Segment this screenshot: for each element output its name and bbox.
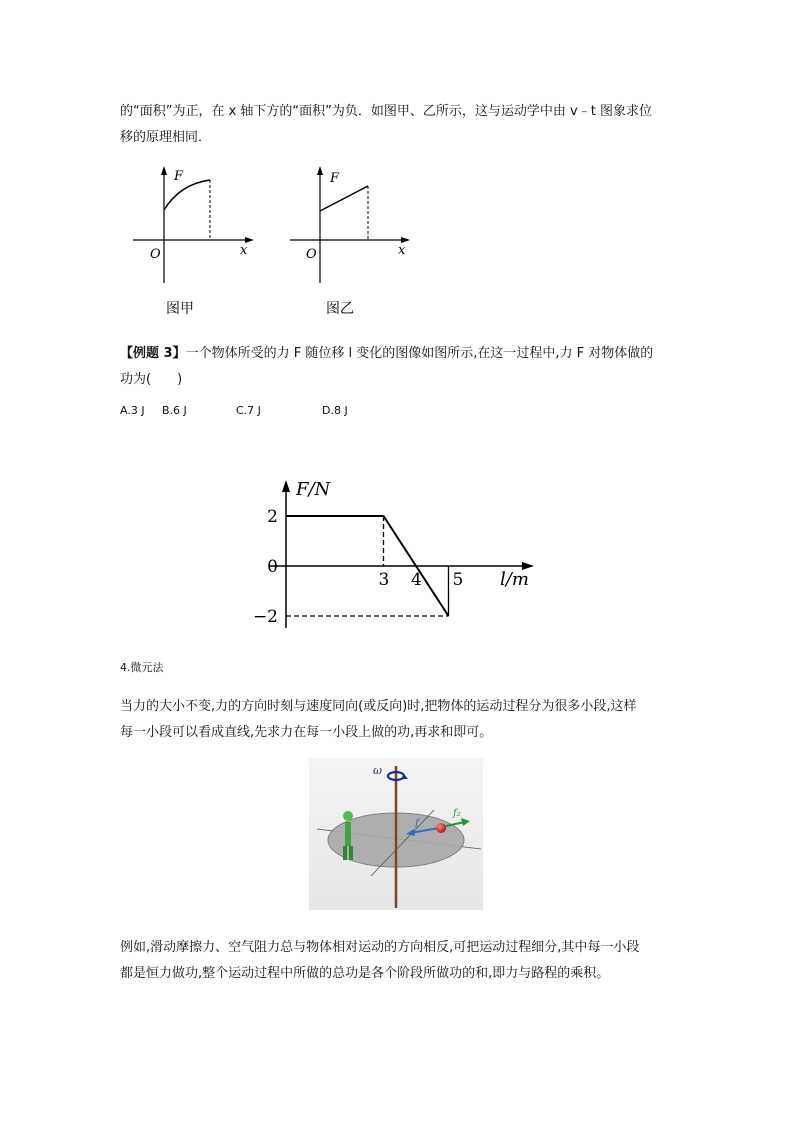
option-b: B.6 J (162, 404, 187, 417)
turntable-omega: ω (373, 764, 382, 777)
option-c: C.7 J (236, 404, 261, 417)
example3-line-1 (120, 342, 653, 361)
fig-yi-origin: O (306, 247, 317, 262)
option-d: D.8 J (322, 404, 348, 417)
closing-line-1: 例如,滑动摩擦力、空气阻力总与物体相对运动的方向相反,可把运动过程细分,其中每一小段 (120, 940, 640, 955)
x-tick-label-3: 3 (378, 570, 390, 590)
fig-yi-ylabel: F (330, 171, 340, 186)
turntable-label-f: f (415, 818, 419, 829)
turntable-illustration (309, 758, 483, 910)
x-tick-label-5: 5 (452, 570, 464, 590)
turntable-label-f2: f₂ (453, 808, 461, 819)
fig-jia-ylabel: F (174, 169, 184, 184)
example3-tag: 【例题 3】 (120, 346, 186, 361)
fig-jia-xlabel: x (240, 243, 248, 258)
x-tick-label-4: 4 (411, 570, 422, 590)
y-tick-label-2: −2 (252, 607, 278, 627)
example3-text-1: 一个物体所受的力 F 随位移 l 变化的图像如图所示,在这一过程中,力 F 对物体做的 (185, 346, 654, 361)
figure-yi (286, 158, 416, 318)
figure-jia (128, 158, 258, 318)
section4-heading: 4.微元法 (120, 661, 164, 674)
force-displacement-chart (250, 470, 550, 635)
y-tick-label-1: 0 (267, 557, 278, 577)
y-tick-label-0: 2 (267, 507, 278, 527)
chart-ylabel: F/N (296, 479, 331, 500)
fig-yi-caption: 图乙 (326, 301, 354, 317)
fig-jia-origin: O (150, 247, 161, 262)
intro-line-2: 移的原理相同． (120, 130, 212, 145)
section4-para-line-1: 当力的大小不变,力的方向时刻与速度同向(或反向)时,把物体的运动过程分为很多小段,这样 (120, 699, 637, 714)
closing-line-2: 都是恒力做功,整个运动过程中所做的总功是各个阶段所做功的和,即力与路程的乘积。 (120, 966, 610, 981)
fig-jia-caption: 图甲 (166, 301, 194, 317)
intro-line-1: 的“面积”为正，在 x 轴下方的“面积”为负．如图甲、乙所示，这与运动学中由 v﹣t 图象求位 (120, 104, 652, 119)
option-a: A.3 J (120, 404, 145, 417)
section4-para-line-2: 每一小段可以看成直线,先求力在每一小段上做的功,再求和即可。 (120, 725, 493, 740)
fig-yi-xlabel: x (398, 243, 406, 258)
example3-line-2: 功为( ) (120, 372, 183, 387)
chart-xlabel: l/m (500, 569, 529, 590)
